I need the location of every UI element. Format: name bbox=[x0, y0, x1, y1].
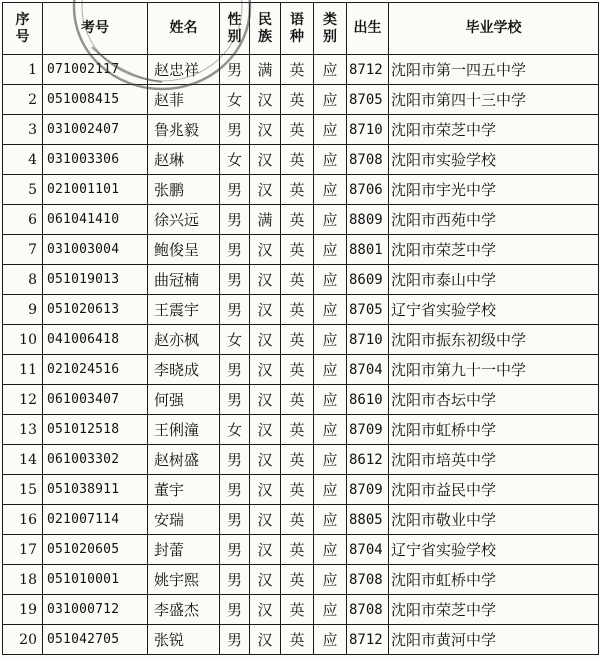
cell-gender: 女 bbox=[220, 85, 250, 115]
cell-language: 英 bbox=[281, 325, 314, 355]
cell-birth: 8712 bbox=[347, 55, 389, 85]
header-category: 类 别 bbox=[314, 3, 347, 55]
table-row bbox=[3, 145, 599, 175]
cell-gender: 男 bbox=[220, 505, 250, 535]
cell-name: 鲁兆毅 bbox=[148, 115, 220, 145]
cell-language: 英 bbox=[281, 175, 314, 205]
table-row bbox=[3, 55, 599, 85]
cell-birth: 8705 bbox=[347, 295, 389, 325]
cell-language: 英 bbox=[281, 265, 314, 295]
cell-category: 应 bbox=[314, 265, 347, 295]
cell-school: 沈阳市第四十三中学 bbox=[389, 85, 599, 115]
cell-name: 安瑞 bbox=[148, 505, 220, 535]
cell-school: 沈阳市黄河中学 bbox=[389, 625, 599, 655]
cell-gender: 男 bbox=[220, 445, 250, 475]
cell-exam-id: 051008415 bbox=[43, 85, 148, 115]
cell-seq: 7 bbox=[3, 235, 43, 265]
cell-school: 沈阳市虹桥中学 bbox=[389, 415, 599, 445]
cell-school: 沈阳市虹桥中学 bbox=[389, 565, 599, 595]
cell-school: 沈阳市荣芝中学 bbox=[389, 235, 599, 265]
cell-school: 沈阳市泰山中学 bbox=[389, 265, 599, 295]
cell-gender: 男 bbox=[220, 265, 250, 295]
cell-birth: 8705 bbox=[347, 85, 389, 115]
cell-category: 应 bbox=[314, 175, 347, 205]
cell-exam-id: 021007114 bbox=[43, 505, 148, 535]
cell-gender: 女 bbox=[220, 145, 250, 175]
table-body bbox=[3, 55, 599, 655]
cell-school: 沈阳市益民中学 bbox=[389, 475, 599, 505]
cell-gender: 男 bbox=[220, 55, 250, 85]
cell-birth: 8704 bbox=[347, 535, 389, 565]
cell-exam-id: 031002407 bbox=[43, 115, 148, 145]
table-header-row bbox=[3, 3, 599, 55]
cell-language: 英 bbox=[281, 145, 314, 175]
cell-seq: 20 bbox=[3, 625, 43, 655]
cell-school: 辽宁省实验学校 bbox=[389, 535, 599, 565]
cell-school: 沈阳市荣芝中学 bbox=[389, 595, 599, 625]
cell-ethnicity: 汉 bbox=[250, 505, 281, 535]
cell-birth: 8708 bbox=[347, 145, 389, 175]
cell-gender: 男 bbox=[220, 175, 250, 205]
cell-exam-id: 051020613 bbox=[43, 295, 148, 325]
table-row bbox=[3, 235, 599, 265]
cell-exam-id: 031003004 bbox=[43, 235, 148, 265]
table-row bbox=[3, 415, 599, 445]
cell-seq: 3 bbox=[3, 115, 43, 145]
cell-ethnicity: 满 bbox=[250, 205, 281, 235]
cell-ethnicity: 汉 bbox=[250, 325, 281, 355]
cell-ethnicity: 汉 bbox=[250, 535, 281, 565]
cell-gender: 男 bbox=[220, 295, 250, 325]
cell-school: 辽宁省实验学校 bbox=[389, 295, 599, 325]
header-ethnicity: 民 族 bbox=[250, 3, 281, 55]
cell-ethnicity: 汉 bbox=[250, 415, 281, 445]
cell-name: 李盛杰 bbox=[148, 595, 220, 625]
header-gender: 性 别 bbox=[220, 3, 250, 55]
cell-ethnicity: 汉 bbox=[250, 265, 281, 295]
cell-name: 赵树盛 bbox=[148, 445, 220, 475]
cell-language: 英 bbox=[281, 85, 314, 115]
cell-language: 英 bbox=[281, 385, 314, 415]
cell-exam-id: 061003407 bbox=[43, 385, 148, 415]
cell-seq: 19 bbox=[3, 595, 43, 625]
cell-category: 应 bbox=[314, 595, 347, 625]
cell-name: 曲冠楠 bbox=[148, 265, 220, 295]
cell-gender: 男 bbox=[220, 475, 250, 505]
cell-exam-id: 031000712 bbox=[43, 595, 148, 625]
cell-category: 应 bbox=[314, 535, 347, 565]
cell-category: 应 bbox=[314, 505, 347, 535]
cell-ethnicity: 汉 bbox=[250, 595, 281, 625]
cell-exam-id: 051038911 bbox=[43, 475, 148, 505]
student-roster-table bbox=[2, 2, 599, 655]
cell-language: 英 bbox=[281, 115, 314, 145]
header-id: 考号 bbox=[43, 3, 148, 55]
cell-language: 英 bbox=[281, 565, 314, 595]
cell-birth: 8704 bbox=[347, 355, 389, 385]
cell-name: 董宇 bbox=[148, 475, 220, 505]
cell-category: 应 bbox=[314, 85, 347, 115]
cell-seq: 6 bbox=[3, 205, 43, 235]
cell-exam-id: 041006418 bbox=[43, 325, 148, 355]
cell-seq: 5 bbox=[3, 175, 43, 205]
cell-gender: 男 bbox=[220, 625, 250, 655]
cell-language: 英 bbox=[281, 535, 314, 565]
cell-birth: 8708 bbox=[347, 595, 389, 625]
cell-school: 沈阳市培英中学 bbox=[389, 445, 599, 475]
table-row bbox=[3, 385, 599, 415]
cell-name: 姚宇熙 bbox=[148, 565, 220, 595]
header-name: 姓名 bbox=[148, 3, 220, 55]
cell-name: 赵琳 bbox=[148, 145, 220, 175]
table-row bbox=[3, 325, 599, 355]
cell-seq: 17 bbox=[3, 535, 43, 565]
cell-seq: 12 bbox=[3, 385, 43, 415]
cell-category: 应 bbox=[314, 295, 347, 325]
cell-seq: 4 bbox=[3, 145, 43, 175]
cell-seq: 14 bbox=[3, 445, 43, 475]
cell-ethnicity: 汉 bbox=[250, 235, 281, 265]
cell-ethnicity: 汉 bbox=[250, 625, 281, 655]
table-row bbox=[3, 535, 599, 565]
cell-language: 英 bbox=[281, 55, 314, 85]
cell-school: 沈阳市杏坛中学 bbox=[389, 385, 599, 415]
cell-gender: 男 bbox=[220, 595, 250, 625]
cell-language: 英 bbox=[281, 445, 314, 475]
scanned-document bbox=[2, 2, 598, 658]
cell-gender: 男 bbox=[220, 235, 250, 265]
cell-school: 沈阳市荣芝中学 bbox=[389, 115, 599, 145]
cell-birth: 8609 bbox=[347, 265, 389, 295]
cell-gender: 男 bbox=[220, 115, 250, 145]
cell-school: 沈阳市敬业中学 bbox=[389, 505, 599, 535]
cell-seq: 13 bbox=[3, 415, 43, 445]
cell-school: 沈阳市实验学校 bbox=[389, 145, 599, 175]
cell-category: 应 bbox=[314, 415, 347, 445]
cell-ethnicity: 汉 bbox=[250, 445, 281, 475]
cell-name: 徐兴远 bbox=[148, 205, 220, 235]
cell-language: 英 bbox=[281, 475, 314, 505]
cell-birth: 8708 bbox=[347, 565, 389, 595]
cell-exam-id: 071002117 bbox=[43, 55, 148, 85]
cell-birth: 8709 bbox=[347, 475, 389, 505]
cell-gender: 女 bbox=[220, 325, 250, 355]
cell-ethnicity: 汉 bbox=[250, 175, 281, 205]
table-row bbox=[3, 355, 599, 385]
cell-birth: 8710 bbox=[347, 115, 389, 145]
cell-category: 应 bbox=[314, 445, 347, 475]
cell-category: 应 bbox=[314, 205, 347, 235]
cell-gender: 男 bbox=[220, 565, 250, 595]
cell-seq: 1 bbox=[3, 55, 43, 85]
cell-seq: 2 bbox=[3, 85, 43, 115]
cell-language: 英 bbox=[281, 355, 314, 385]
cell-ethnicity: 汉 bbox=[250, 115, 281, 145]
cell-school: 沈阳市西苑中学 bbox=[389, 205, 599, 235]
cell-language: 英 bbox=[281, 505, 314, 535]
cell-seq: 18 bbox=[3, 565, 43, 595]
cell-gender: 男 bbox=[220, 535, 250, 565]
table-row bbox=[3, 295, 599, 325]
cell-ethnicity: 汉 bbox=[250, 565, 281, 595]
header-birth: 出生 bbox=[347, 3, 389, 55]
cell-exam-id: 061003302 bbox=[43, 445, 148, 475]
table-row bbox=[3, 115, 599, 145]
cell-exam-id: 051010001 bbox=[43, 565, 148, 595]
header-school: 毕业学校 bbox=[389, 3, 599, 55]
cell-birth: 8805 bbox=[347, 505, 389, 535]
cell-name: 王俐潼 bbox=[148, 415, 220, 445]
cell-language: 英 bbox=[281, 235, 314, 265]
cell-birth: 8610 bbox=[347, 385, 389, 415]
header-seq: 序 号 bbox=[3, 3, 43, 55]
cell-name: 张锐 bbox=[148, 625, 220, 655]
cell-language: 英 bbox=[281, 205, 314, 235]
table-row bbox=[3, 205, 599, 235]
cell-category: 应 bbox=[314, 55, 347, 85]
cell-category: 应 bbox=[314, 115, 347, 145]
cell-name: 何强 bbox=[148, 385, 220, 415]
cell-ethnicity: 汉 bbox=[250, 85, 281, 115]
cell-school: 沈阳市第九十一中学 bbox=[389, 355, 599, 385]
cell-category: 应 bbox=[314, 145, 347, 175]
cell-ethnicity: 满 bbox=[250, 55, 281, 85]
cell-seq: 8 bbox=[3, 265, 43, 295]
cell-seq: 10 bbox=[3, 325, 43, 355]
cell-ethnicity: 汉 bbox=[250, 385, 281, 415]
cell-exam-id: 051020605 bbox=[43, 535, 148, 565]
cell-category: 应 bbox=[314, 385, 347, 415]
cell-birth: 8710 bbox=[347, 325, 389, 355]
cell-gender: 男 bbox=[220, 205, 250, 235]
cell-school: 沈阳市宇光中学 bbox=[389, 175, 599, 205]
table-row bbox=[3, 475, 599, 505]
cell-exam-id: 021001101 bbox=[43, 175, 148, 205]
cell-language: 英 bbox=[281, 595, 314, 625]
cell-name: 赵菲 bbox=[148, 85, 220, 115]
cell-name: 李晓成 bbox=[148, 355, 220, 385]
table-row bbox=[3, 175, 599, 205]
cell-exam-id: 051042705 bbox=[43, 625, 148, 655]
table-row bbox=[3, 565, 599, 595]
cell-ethnicity: 汉 bbox=[250, 295, 281, 325]
cell-birth: 8809 bbox=[347, 205, 389, 235]
cell-birth: 8709 bbox=[347, 415, 389, 445]
cell-exam-id: 021024516 bbox=[43, 355, 148, 385]
cell-birth: 8612 bbox=[347, 445, 389, 475]
cell-seq: 11 bbox=[3, 355, 43, 385]
cell-name: 赵亦枫 bbox=[148, 325, 220, 355]
cell-category: 应 bbox=[314, 235, 347, 265]
table-row bbox=[3, 265, 599, 295]
cell-seq: 15 bbox=[3, 475, 43, 505]
cell-ethnicity: 汉 bbox=[250, 475, 281, 505]
cell-category: 应 bbox=[314, 625, 347, 655]
cell-birth: 8706 bbox=[347, 175, 389, 205]
cell-language: 英 bbox=[281, 625, 314, 655]
cell-name: 赵忠祥 bbox=[148, 55, 220, 85]
cell-ethnicity: 汉 bbox=[250, 355, 281, 385]
cell-category: 应 bbox=[314, 355, 347, 385]
cell-birth: 8712 bbox=[347, 625, 389, 655]
table-row bbox=[3, 595, 599, 625]
cell-school: 沈阳市第一四五中学 bbox=[389, 55, 599, 85]
table-row bbox=[3, 505, 599, 535]
cell-language: 英 bbox=[281, 415, 314, 445]
table-row bbox=[3, 625, 599, 655]
cell-name: 王震宇 bbox=[148, 295, 220, 325]
cell-name: 封蕾 bbox=[148, 535, 220, 565]
cell-gender: 男 bbox=[220, 355, 250, 385]
cell-exam-id: 051012518 bbox=[43, 415, 148, 445]
cell-ethnicity: 汉 bbox=[250, 145, 281, 175]
cell-category: 应 bbox=[314, 325, 347, 355]
cell-seq: 16 bbox=[3, 505, 43, 535]
cell-category: 应 bbox=[314, 475, 347, 505]
cell-exam-id: 061041410 bbox=[43, 205, 148, 235]
cell-exam-id: 031003306 bbox=[43, 145, 148, 175]
cell-birth: 8801 bbox=[347, 235, 389, 265]
cell-seq: 9 bbox=[3, 295, 43, 325]
cell-gender: 男 bbox=[220, 385, 250, 415]
cell-category: 应 bbox=[314, 565, 347, 595]
cell-name: 张鹏 bbox=[148, 175, 220, 205]
table-row bbox=[3, 85, 599, 115]
cell-name: 鲍俊呈 bbox=[148, 235, 220, 265]
header-language: 语 种 bbox=[281, 3, 314, 55]
cell-school: 沈阳市振东初级中学 bbox=[389, 325, 599, 355]
table-row bbox=[3, 445, 599, 475]
cell-exam-id: 051019013 bbox=[43, 265, 148, 295]
cell-language: 英 bbox=[281, 295, 314, 325]
cell-gender: 女 bbox=[220, 415, 250, 445]
